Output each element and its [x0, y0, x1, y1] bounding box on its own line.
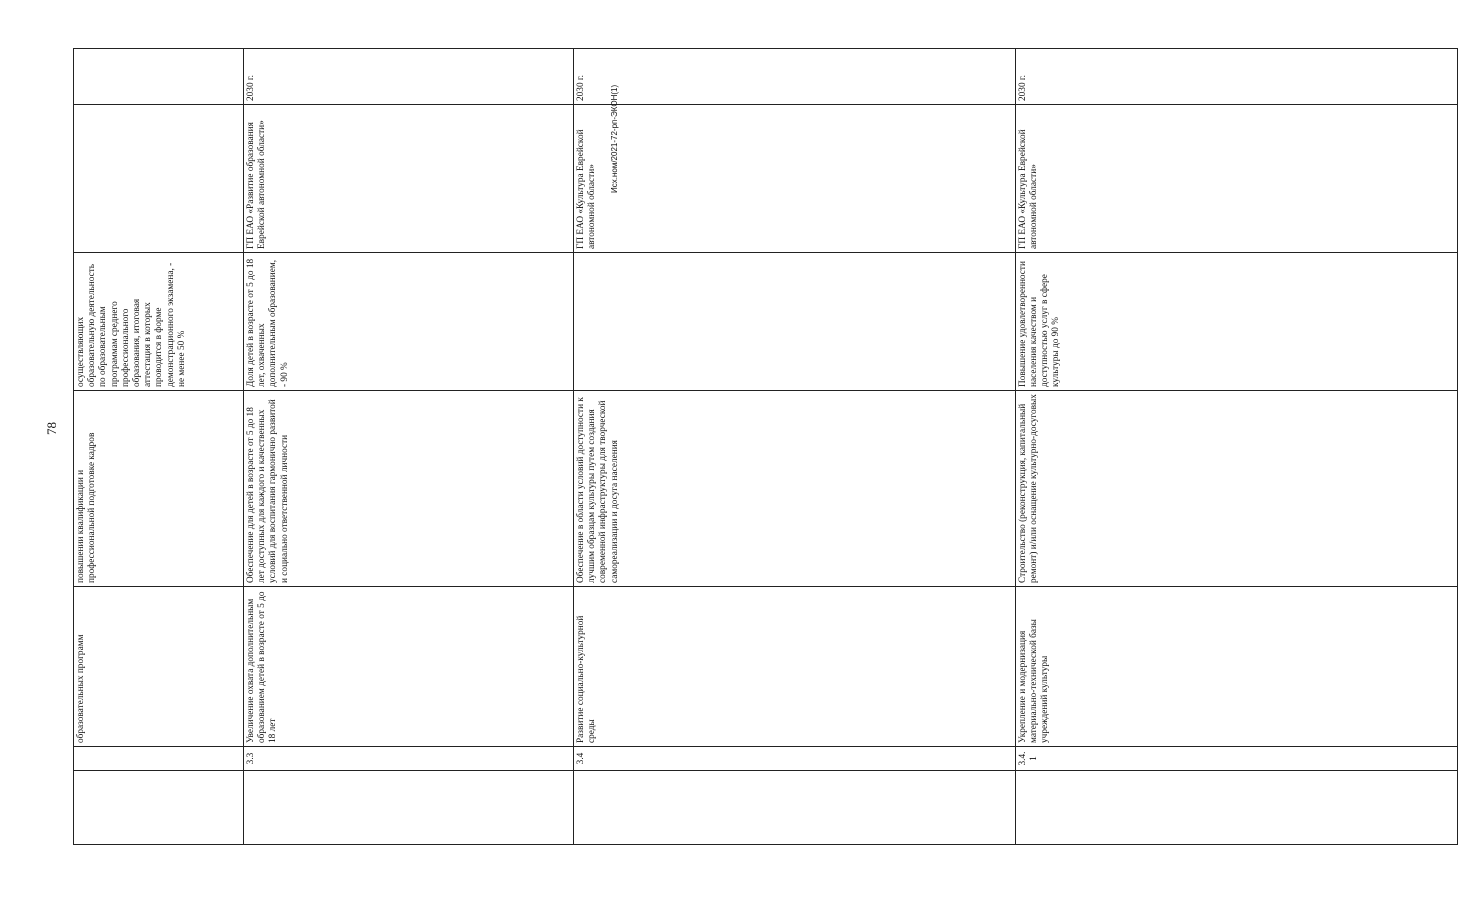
table-row — [1015, 49, 1457, 845]
cell-event: Обеспечение для детей в возрасте от 5 до 18 лет доступных для каждого и качественных условий для воспитания гармонично развитой и социально ответственной личности — [244, 391, 574, 587]
cell-program: ГП ЕАО «Развитие образования Еврейской автономной области» — [244, 105, 574, 253]
cell-number: 3.4.1 — [1015, 747, 1457, 771]
cell-indicator — [573, 253, 1015, 391]
cell-number — [74, 747, 244, 771]
cell-term: 2030 г. — [1015, 49, 1457, 105]
cell-term — [74, 49, 244, 105]
cell-task: образовательных программ — [74, 587, 244, 747]
cell-program — [74, 105, 244, 253]
cell-program: ГП ЕАО «Культура Еврейской автономной области» — [573, 105, 1015, 253]
cell-number: 3.4 — [573, 747, 1015, 771]
cell-program: ГП ЕАО «Культура Еврейской автономной области» — [1015, 105, 1457, 253]
cell-event: Обеспечение в области условий доступности к лучшим образцам культуры путем создания современной инфраструктуры для творческой самореализации и досуга населения — [573, 391, 1015, 587]
table-row — [74, 49, 244, 845]
plan-table — [73, 48, 1458, 845]
table-row — [244, 49, 574, 845]
cell-task: Развитие социально-культурной среды — [573, 587, 1015, 747]
cell-indicator: Повышение удовлетворенности населения качеством и доступностью услуг в сфере культуры до 90 % — [1015, 253, 1457, 391]
cell-number: 3.3 — [244, 747, 574, 771]
cell-blank — [1015, 771, 1457, 845]
cell-blank — [573, 771, 1015, 845]
cell-task: Увеличение охвата дополнительным образованием детей в возрасте от 5 до 18 лет — [244, 587, 574, 747]
table-row — [573, 49, 1015, 845]
cell-term: 2030 г. — [244, 49, 574, 105]
page-number: 78 — [44, 422, 59, 435]
cell-term: 2030 г. — [573, 49, 1015, 105]
document-code-footer: Исх.ном/2021-72-рп-ЭКОН(1) — [610, 84, 619, 193]
cell-event: Строительство (реконструкция, капитальный ремонт) и/или оснащение культурно-досуговых — [1015, 391, 1457, 587]
cell-indicator: осуществляющих образовательную деятельность по образовательным программам среднего профессионального образования, итоговая аттестация в которых проводится в форме демонстрационного экзамена, - не менее 50 % — [74, 253, 244, 391]
cell-task: Укрепление и модернизация материально-технической базы учреждений культуры — [1015, 587, 1457, 747]
cell-blank — [74, 771, 244, 845]
cell-event: повышении квалификации и профессиональной подготовке кадров — [74, 391, 244, 587]
cell-blank — [244, 771, 574, 845]
cell-indicator: Доля детей в возрасте от 5 до 18 лет, охваченных дополнительным образованием, - 90 % — [244, 253, 574, 391]
